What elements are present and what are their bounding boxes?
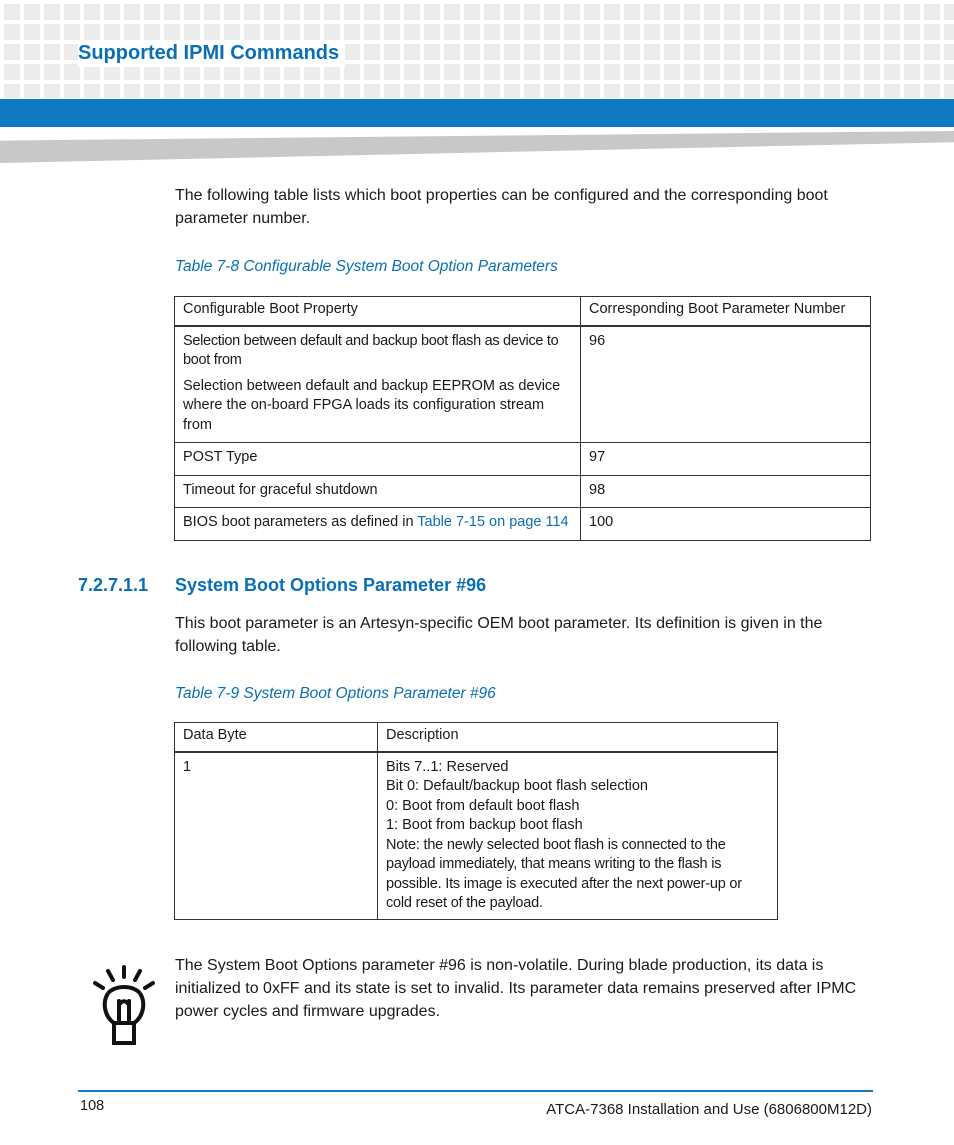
description-line: 1: Boot from backup boot flash bbox=[386, 817, 583, 833]
page-number: 108 bbox=[80, 1098, 105, 1114]
section-title: System Boot Options Parameter #96 bbox=[175, 575, 487, 595]
table-cell: Timeout for graceful shutdown bbox=[175, 475, 581, 508]
table-header-row bbox=[175, 297, 871, 326]
table-header-cell: Configurable Boot Property bbox=[175, 297, 581, 326]
section-paragraph: This boot parameter is an Artesyn-specific OEM boot parameter. Its definition is given in the following table. bbox=[175, 615, 823, 655]
table-header-cell: Corresponding Boot Parameter Number bbox=[581, 297, 871, 326]
intro-paragraph: The following table lists which boot properties can be configured and the corresponding boot parameter number. bbox=[175, 187, 828, 227]
cell-text: BIOS boot parameters as defined in bbox=[183, 514, 418, 530]
lightbulb-icon bbox=[92, 965, 156, 1047]
table-row bbox=[175, 508, 871, 541]
table-row bbox=[175, 752, 778, 920]
table-cell: 96 bbox=[581, 326, 871, 443]
table-cell: 100 bbox=[581, 508, 871, 541]
description-line: 0: Boot from default boot flash bbox=[386, 797, 580, 814]
table-header-row bbox=[175, 723, 778, 752]
cell-text: Selection between default and backup EEPROM as device where the on-board FPGA loads its configuration stream from bbox=[183, 377, 561, 433]
description-line: Bits 7..1: Reserved bbox=[386, 758, 509, 775]
boot-properties-table bbox=[174, 296, 871, 541]
description-line: Bit 0: Default/backup boot flash selection bbox=[386, 778, 648, 794]
table-cell: 98 bbox=[581, 475, 871, 508]
table2-caption: Table 7-9 System Boot Options Parameter #96 bbox=[175, 685, 496, 702]
parameter-96-table bbox=[174, 722, 778, 920]
description-line: Note: the newly selected boot flash is connected to the payload immediately, that means writing to the flash is possible. Its image is executed after the next power-up or cold reset of the payload. bbox=[386, 836, 742, 911]
table-row bbox=[175, 475, 871, 508]
header-blue-band bbox=[0, 99, 954, 127]
table-row bbox=[175, 443, 871, 476]
table-header-cell: Data Byte bbox=[175, 723, 378, 752]
table-cell: 1 bbox=[175, 752, 378, 920]
table-cell bbox=[175, 326, 581, 443]
table-cell: POST Type bbox=[175, 443, 581, 476]
section-number: 7.2.7.1.1 bbox=[78, 575, 149, 595]
note-paragraph: The System Boot Options parameter #96 is non-volatile. During blade production, its data is initialized to 0xFF and its state is set to invalid. Its parameter data remains preserved after IPMC power cycles and firmware upgrades. bbox=[175, 957, 857, 1020]
table-cell bbox=[175, 508, 581, 541]
header-gray-wedge bbox=[0, 131, 954, 163]
table-header-cell: Description bbox=[378, 723, 778, 752]
table-cell bbox=[378, 752, 778, 920]
table-7-15-link[interactable]: Table 7-15 on page 114 bbox=[417, 514, 569, 530]
footer-rule bbox=[78, 1090, 873, 1092]
cell-text: Selection between default and backup boot flash as device to boot from bbox=[183, 332, 559, 368]
table1-caption: Table 7-8 Configurable System Boot Option Parameters bbox=[175, 258, 558, 275]
table-row bbox=[175, 326, 871, 443]
table-cell: 97 bbox=[581, 443, 871, 476]
page-header-title: Supported IPMI Commands bbox=[78, 40, 345, 67]
document-title: ATCA-7368 Installation and Use (6806800M12D) bbox=[546, 1101, 872, 1118]
